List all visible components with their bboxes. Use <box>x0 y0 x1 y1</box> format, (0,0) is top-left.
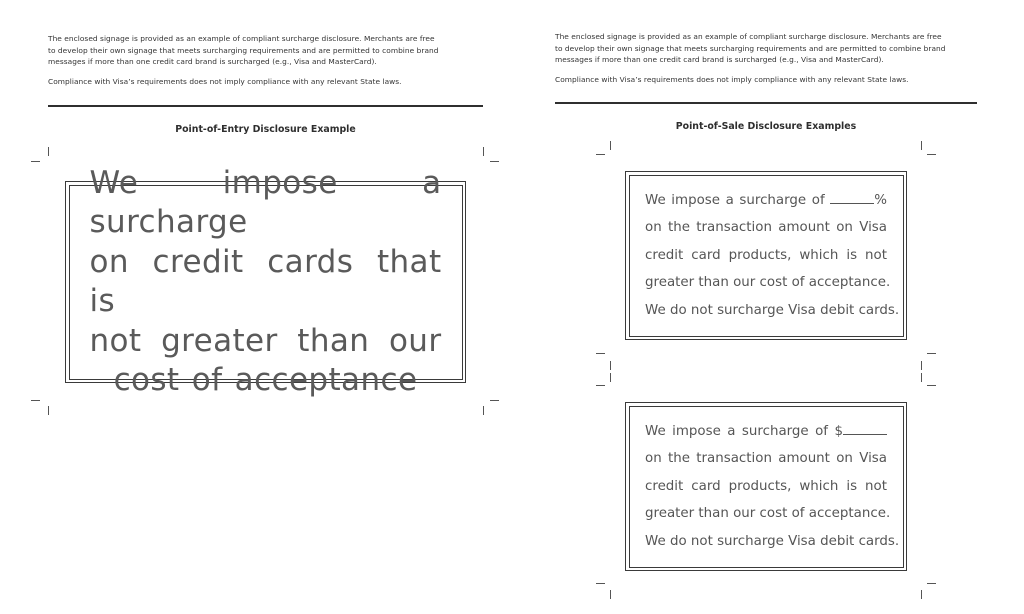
section-heading: Point-of-Sale Disclosure Examples <box>675 121 857 132</box>
sign-text <box>90 164 442 401</box>
crop-mark <box>921 373 922 382</box>
sign-inner-frame <box>69 164 463 398</box>
sign-text <box>645 418 900 555</box>
crop-mark <box>48 406 49 415</box>
compliance-note: Compliance with Visa’s requirements does not imply compliance with any relevant State laws. <box>555 74 909 84</box>
intro-line: to develop their own signage that meets surcharging requirements and are permitted to combine brand <box>555 43 946 53</box>
point-of-entry-sign <box>65 164 466 398</box>
crop-mark <box>921 590 922 599</box>
right-page <box>512 0 1024 614</box>
sign-line: We do not surcharge Visa debit cards. <box>645 533 900 549</box>
crop-mark <box>483 406 484 415</box>
crop-mark <box>921 141 922 150</box>
crop-mark <box>31 161 40 162</box>
blank-field <box>843 422 887 435</box>
crop-mark <box>490 161 499 162</box>
crop-mark <box>596 154 605 155</box>
dollar-surcharge-sign <box>625 402 907 571</box>
header-rule <box>48 105 483 107</box>
sign-line: We impose a surcharge of $ <box>645 418 887 445</box>
blank-field <box>830 191 874 204</box>
intro-text <box>48 33 439 87</box>
intro-line: to develop their own signage that meets surcharging requirements and are permitted to combine brand <box>48 45 439 55</box>
sign-line: We impose a surcharge of % <box>645 192 887 208</box>
sign-line: cost of acceptance <box>113 362 418 398</box>
percent-surcharge-sign <box>625 171 907 340</box>
intro-line: messages if more than one credit card brand is surcharged (e.g., Visa and MasterCard). <box>555 55 884 65</box>
intro-line: The enclosed signage is provided as an example of compliant surcharge disclosure. Merchants are free <box>555 32 942 41</box>
sign-inner-frame <box>629 175 904 337</box>
intro-text <box>555 31 946 85</box>
crop-mark <box>610 590 611 599</box>
sign-line: credit card products, which is not <box>645 247 887 263</box>
sign-line: on the transaction amount on Visa <box>645 220 887 236</box>
sign-line: We impose a surcharge <box>89 164 442 240</box>
sign-line: greater than our cost of acceptance. <box>645 506 891 522</box>
crop-mark <box>610 141 611 150</box>
crop-mark <box>927 385 936 386</box>
sign-line: not greater than our <box>89 322 442 359</box>
crop-mark <box>610 361 611 370</box>
crop-mark <box>927 154 936 155</box>
crop-mark <box>596 583 605 584</box>
sign-inner-frame <box>629 406 904 568</box>
crop-mark <box>490 400 499 401</box>
crop-mark <box>927 353 936 354</box>
crop-mark <box>48 147 49 156</box>
crop-mark <box>927 583 936 584</box>
sign-line: greater than our cost of acceptance. <box>645 275 891 291</box>
sign-line: on credit cards that is <box>89 243 442 319</box>
sign-line: on the transaction amount on Visa <box>645 451 887 467</box>
section-heading: Point-of-Entry Disclosure Example <box>175 124 356 135</box>
crop-mark <box>921 361 922 370</box>
sign-text <box>645 187 900 324</box>
header-rule <box>555 102 977 104</box>
compliance-note: Compliance with Visa’s requirements does not imply compliance with any relevant State laws. <box>48 76 402 86</box>
intro-line: messages if more than one credit card brand is surcharged (e.g., Visa and MasterCard). <box>48 57 377 67</box>
crop-mark <box>610 373 611 382</box>
sign-line: credit card products, which is not <box>645 478 887 494</box>
crop-mark <box>31 400 40 401</box>
crop-mark <box>596 353 605 354</box>
crop-mark <box>483 147 484 156</box>
crop-mark <box>596 385 605 386</box>
intro-line: The enclosed signage is provided as an example of compliant surcharge disclosure. Merchants are free <box>48 34 435 43</box>
sign-line: We do not surcharge Visa debit cards. <box>645 302 900 318</box>
